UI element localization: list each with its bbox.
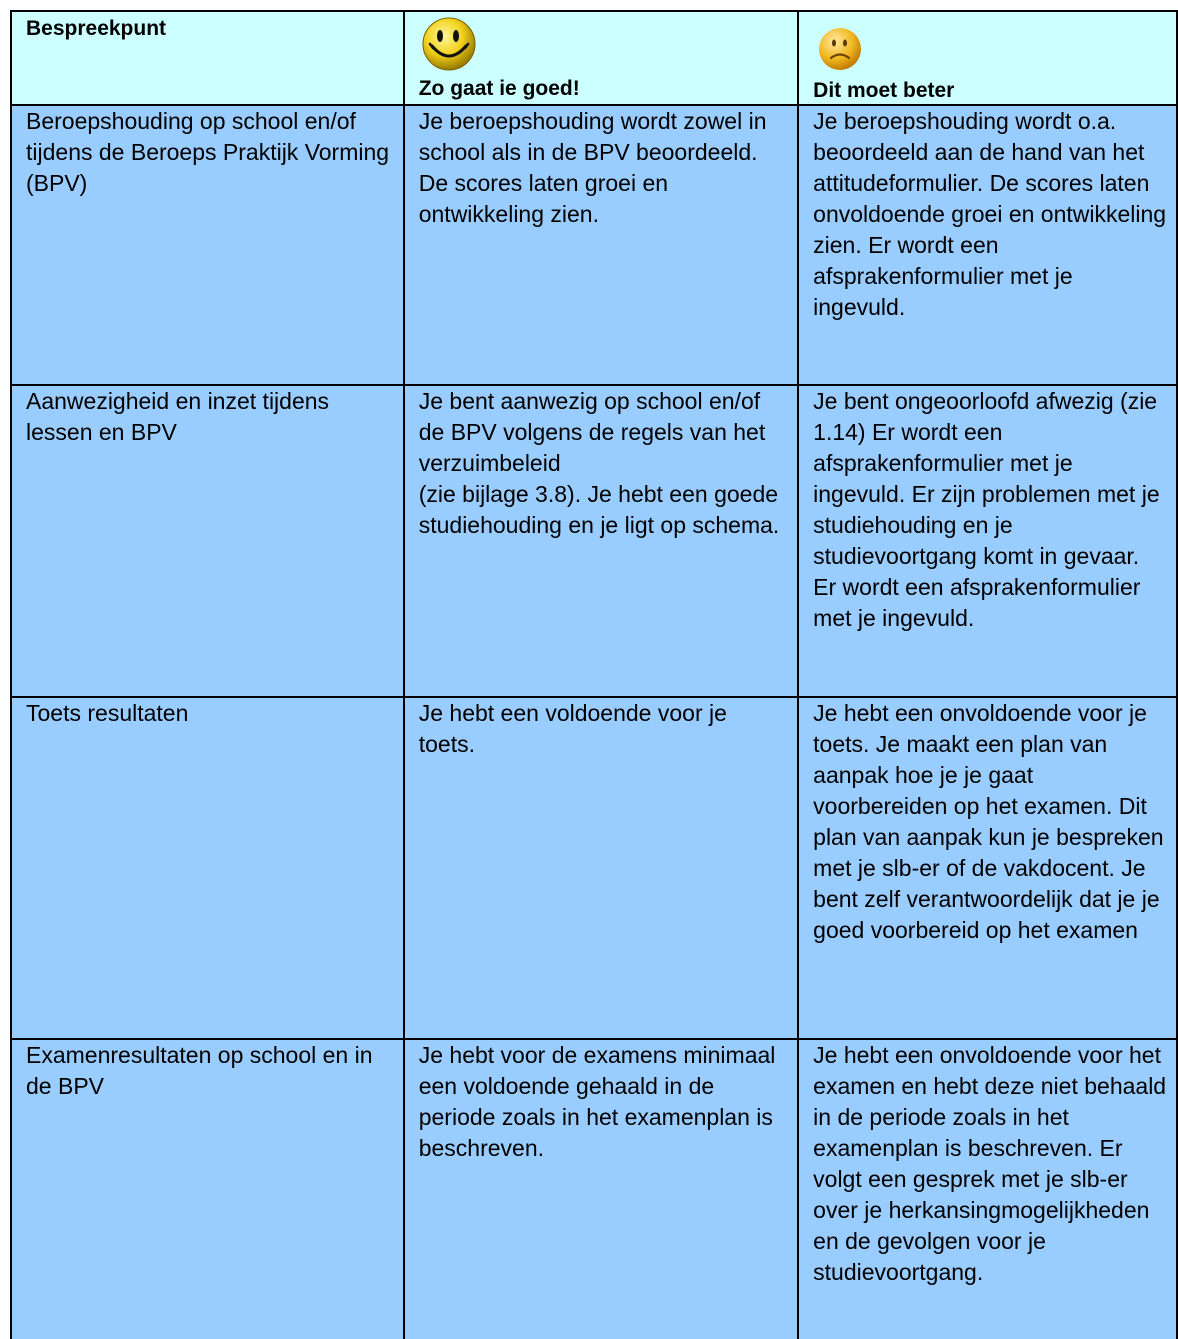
better-cell — [798, 105, 1177, 385]
topic-cell — [11, 1039, 404, 1339]
better-text: Je hebt een onvoldoende voor je toets. Je maakt een plan van aanpak hoe je je gaat voorbereiden op het examen. Dit plan van aanpak kun je bespreken met je slb-er of de vakdocent. Je bent zelf verantwoordelijk dat je je goed voorbereid op het examen — [813, 700, 1164, 943]
smiley-happy-icon — [419, 16, 479, 72]
header-better-label: Dit moet beter — [813, 79, 955, 102]
smiley-sad-icon — [817, 26, 863, 72]
good-text: Je beroepshouding wordt zowel in school als in de BPV beoordeeld. De scores laten groei en ontwikkeling zien. — [418, 108, 767, 227]
better-text: Je beroepshouding wordt o.a. beoordeeld aan de hand van het attitudeformulier. De scores laten onvoldoende groei en ontwikkeling zien. Er wordt een afsprakenformulier met je ingevuld. — [813, 108, 1167, 320]
table-row — [11, 385, 1177, 697]
topic-cell — [11, 697, 404, 1039]
good-text: Je hebt voor de examens minimaal een voldoende gehaald in de periode zoals in het examenplan is beschreven. — [418, 1042, 776, 1161]
better-cell — [798, 1039, 1177, 1339]
header-topic-label: Bespreekpunt — [26, 17, 167, 40]
good-cell — [404, 1039, 798, 1339]
table-header-row — [11, 11, 1177, 105]
better-text: Je bent ongeoorloofd afwezig (zie 1.14) Er wordt een afsprakenformulier met je ingevuld. Er zijn problemen met je studiehouding en je studievoortgang komt in gevaar. Er wordt een afsprakenformulier met je ingevuld. — [813, 388, 1160, 631]
topic-text: Beroepshouding op school en/of tijdens de Beroeps Praktijk Vorming (BPV) — [26, 108, 390, 196]
better-cell — [798, 697, 1177, 1039]
header-cell-good — [404, 11, 798, 105]
table-row — [11, 105, 1177, 385]
header-good-label: Zo gaat ie goed! — [418, 77, 580, 100]
table-row — [11, 697, 1177, 1039]
better-cell — [798, 385, 1177, 697]
topic-text: Aanwezigheid en inzet tijdens lessen en BPV — [26, 388, 330, 445]
good-cell — [404, 385, 798, 697]
good-text: Je hebt een voldoende voor je toets. — [418, 700, 727, 757]
good-cell — [404, 697, 798, 1039]
topic-text: Examenresultaten op school en in de BPV — [26, 1042, 373, 1099]
evaluation-table — [10, 10, 1178, 1339]
header-cell-topic — [11, 11, 404, 105]
good-text: Je bent aanwezig op school en/of de BPV volgens de regels van het verzuimbeleid (zie bijlage 3.8). Je hebt een goede studiehouding en je ligt op schema. — [418, 388, 780, 538]
topic-text: Toets resultaten — [26, 700, 189, 726]
good-cell — [404, 105, 798, 385]
better-text: Je hebt een onvoldoende voor het examen en hebt deze niet behaald in de periode zoals in het examenplan is beschreven. Er volgt een gesprek met je slb-er over je herkansingmogelijkheden en de gevolgen voor je studievoortgang. — [813, 1042, 1167, 1285]
topic-cell — [11, 105, 404, 385]
table-row — [11, 1039, 1177, 1339]
topic-cell — [11, 385, 404, 697]
header-cell-better — [798, 11, 1177, 105]
